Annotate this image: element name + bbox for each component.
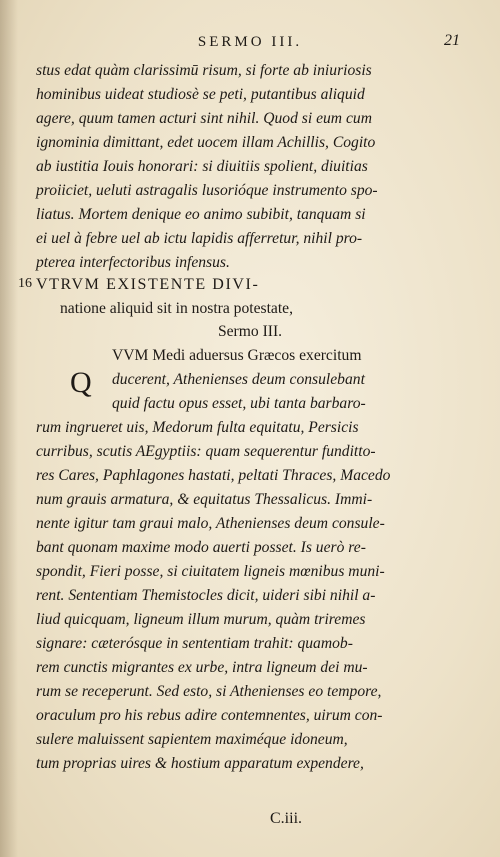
text-line: sulere maluissent sapientem maximéque idoneum,	[36, 731, 348, 748]
margin-number: 16	[18, 276, 32, 291]
gutter-shadow	[0, 0, 18, 857]
text-line: liud quicquam, ligneum illum murum, quàm triremes	[36, 611, 366, 628]
text-line: ab iustitia Iouis honorari: si diuitiis spolient, diuitias	[36, 158, 368, 175]
text-line: liatus. Mortem denique eo animo subibit, tanquam si	[36, 206, 366, 223]
text-line: res Cares, Paphlagones hastati, peltati Thraces, Macedo	[36, 467, 391, 484]
signature-mark: C.iii.	[270, 810, 303, 827]
text-line: rem cunctis migrantes ex urbe, intra ligneum dei mu-	[36, 659, 368, 676]
text-line: agere, quum tamen acturi sint nihil. Quod si eum cum	[36, 110, 372, 127]
text-line: ei uel à febre uel ab ictu lapidis afferretur, nihil pro-	[36, 230, 363, 247]
running-head	[40, 34, 460, 56]
text-line: ducerent, Athenienses deum consulebant	[112, 371, 365, 388]
text-line: spondit, Fieri posse, si ciuitatem ligneis mœnibus muni-	[36, 563, 385, 580]
section-heading-line3: Sermo III.	[217, 323, 283, 340]
text-line: oraculum pro his rebus adire contemnentes, uirum con-	[36, 707, 383, 724]
text-line: rent. Sententiam Themistocles dicit, uideri sibi nihil a-	[36, 587, 376, 604]
text-line: rum ingrueret uis, Medorum fulta equitatu, Persicis	[36, 419, 359, 436]
text-line: stus edat quàm clarissimū risum, si forte ab iniuriosis	[36, 62, 372, 79]
text-line: tum proprias uires & hostium apparatum expendere,	[36, 755, 364, 772]
text-line: curribus, scutis AEgyptiis: quam sequerentur funditto-	[36, 443, 376, 460]
page-number: 21	[444, 32, 460, 49]
text-line: VVM Medi aduersus Græcos exercitum	[112, 347, 362, 364]
text-line: hominibus uideat studiosè se peti, putantibus aliquid	[36, 86, 365, 103]
text-line: num grauis armatura, & equitatus Thessalicus. Immi-	[36, 491, 373, 508]
text-line: nente igitur tam graui malo, Athenienses deum consule-	[36, 515, 385, 532]
text-line: bant quonam maxime modo auerti posset. Is uerò re-	[36, 539, 366, 556]
text-line: pterea interfectoribus infensus.	[36, 254, 230, 271]
text-line: ignominia dimittant, edet uocem illam Achillis, Cogito	[36, 134, 376, 151]
drop-initial: Q	[70, 366, 92, 399]
section-heading-line2: natione aliquid sit in nostra potestate,	[60, 300, 293, 317]
text-line: signare: cæterósque in sententiam trahit: quamob-	[36, 635, 353, 652]
running-title: SERMO III.	[197, 34, 303, 50]
text-line: rum se receperunt. Sed esto, si Athenienses eo tempore,	[36, 683, 382, 700]
text-line: quid factu opus esset, ubi tanta barbaro-	[112, 395, 366, 412]
text-line: proiiciet, ueluti astragalis lusorióque instrumento spo-	[36, 182, 378, 199]
section-heading-line1: VTRVM EXISTENTE DIVI-	[36, 276, 260, 293]
